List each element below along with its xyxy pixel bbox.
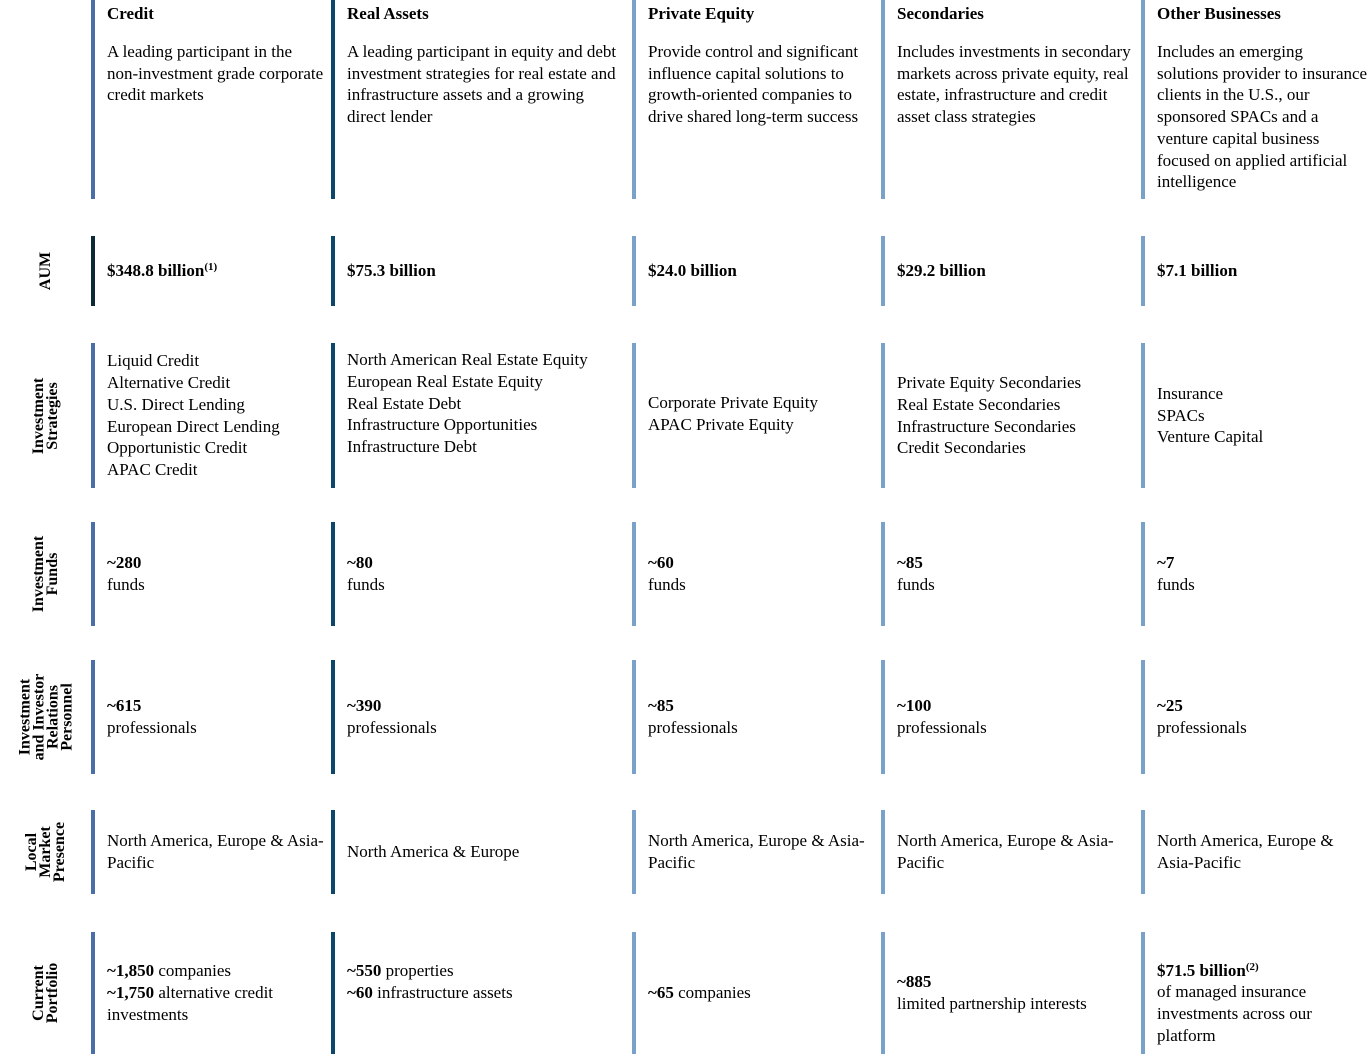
aum-cell-private-equity <box>632 236 872 306</box>
strategy-item: Private Equity Secondaries <box>897 373 1082 393</box>
personnel-cell-real-assets <box>331 660 621 774</box>
presence-cell-other-businesses <box>1141 810 1368 894</box>
aum-value: $24.0 billion <box>648 261 737 281</box>
personnel-count: ~615 <box>107 696 142 716</box>
funds-cell-secondaries <box>881 522 1131 626</box>
strategies-cell-private-equity <box>632 343 872 488</box>
portfolio-line: ~60 infrastructure assets <box>347 983 513 1002</box>
row-label-investment-strategies: Investment Strategies <box>30 377 61 454</box>
strategy-item: Infrastructure Debt <box>347 437 477 457</box>
strategy-item: Corporate Private Equity <box>648 392 818 412</box>
presence-text: North America, Europe & Asia-Pacific <box>648 831 865 872</box>
funds-cell-other-businesses <box>1141 522 1368 626</box>
strategy-item: Liquid Credit <box>107 351 200 371</box>
aum-cell-secondaries <box>881 236 1131 306</box>
strategy-item: Venture Capital <box>1157 427 1264 447</box>
funds-count: ~7 <box>1157 553 1175 573</box>
header-cell-real-assets <box>331 0 621 199</box>
funds-label: funds <box>347 575 385 594</box>
strategies-cell-secondaries <box>881 343 1131 488</box>
strategy-item: Insurance <box>1157 383 1224 403</box>
column-title: Real Assets <box>347 4 429 23</box>
strategy-item: APAC Private Equity <box>648 414 794 434</box>
header-cell-credit <box>91 0 327 199</box>
funds-label: funds <box>107 575 145 594</box>
presence-cell-real-assets <box>331 810 621 894</box>
portfolio-text: limited partnership interests <box>897 994 1087 1013</box>
presence-text: North America & Europe <box>347 842 520 862</box>
column-title: Private Equity <box>648 4 755 23</box>
aum-value: $29.2 billion <box>897 261 986 281</box>
strategy-item: Infrastructure Opportunities <box>347 415 538 435</box>
personnel-count: ~390 <box>347 696 382 716</box>
personnel-count: ~85 <box>648 696 674 716</box>
strategies-cell-other-businesses <box>1141 343 1368 488</box>
strategy-item: Infrastructure Secondaries <box>897 416 1076 436</box>
portfolio-cell-credit <box>91 932 327 1054</box>
strategies-cell-real-assets <box>331 343 621 488</box>
row-label-aum <box>0 236 92 306</box>
personnel-cell-other-businesses <box>1141 660 1368 774</box>
portfolio-cell-secondaries <box>881 932 1131 1054</box>
presence-cell-private-equity <box>632 810 872 894</box>
column-description: Provide control and significant influence capital solutions to growth-oriented companies to drive shared long-term success <box>648 42 859 127</box>
portfolio-text: of managed insurance investments across our platform <box>1157 982 1312 1045</box>
header-cell-secondaries <box>881 0 1131 199</box>
column-description: A leading participant in the non-investment grade corporate credit markets <box>107 42 324 105</box>
funds-cell-credit <box>91 522 327 626</box>
strategy-item: Real Estate Secondaries <box>897 394 1061 414</box>
personnel-label: professionals <box>1157 718 1247 737</box>
strategy-item: Alternative Credit <box>107 373 231 393</box>
personnel-cell-private-equity <box>632 660 872 774</box>
personnel-label: professionals <box>107 718 197 737</box>
personnel-label: professionals <box>648 718 738 737</box>
column-description: A leading participant in equity and debt investment strategies for real estate and infrastructure assets and a growing direct lender <box>347 42 617 127</box>
presence-cell-credit <box>91 810 327 894</box>
funds-label: funds <box>897 575 935 594</box>
row-label-personnel: Investment and Investor Relations Personnel <box>16 673 75 761</box>
aum-cell-real-assets <box>331 236 621 306</box>
funds-label: funds <box>1157 575 1195 594</box>
portfolio-cell-real-assets <box>331 932 621 1054</box>
strategy-item: U.S. Direct Lending <box>107 394 245 414</box>
funds-count: ~60 <box>648 553 674 573</box>
portfolio-cell-private-equity <box>632 932 872 1054</box>
aum-value: $7.1 billion <box>1157 261 1238 281</box>
funds-label: funds <box>648 575 686 594</box>
strategy-item: North American Real Estate Equity <box>347 350 588 370</box>
strategy-item: Real Estate Debt <box>347 393 462 413</box>
strategy-item: APAC Credit <box>107 459 198 479</box>
footnote-marker: (2) <box>1245 960 1259 973</box>
strategy-item: European Real Estate Equity <box>347 371 543 391</box>
personnel-label: professionals <box>347 718 437 737</box>
funds-count: ~280 <box>107 553 142 573</box>
personnel-label: professionals <box>897 718 987 737</box>
funds-count: ~85 <box>897 553 923 573</box>
footnote-marker: (1) <box>204 261 218 274</box>
funds-count: ~80 <box>347 553 373 573</box>
presence-text: North America, Europe & Asia-Pacific <box>897 831 1114 872</box>
column-description: Includes investments in secondary markets across private equity, real estate, infrastructure and credit asset class strategies <box>897 42 1131 127</box>
portfolio-value: $71.5 billion$^{(2)}$ <box>1157 960 1259 980</box>
row-label-aum-text: AUM <box>37 251 54 291</box>
funds-cell-real-assets <box>331 522 621 626</box>
personnel-count: ~100 <box>897 696 932 716</box>
column-title: Other Businesses <box>1157 4 1281 23</box>
column-title: Credit <box>107 4 154 23</box>
presence-cell-secondaries <box>881 810 1131 894</box>
portfolio-line: ~1,850 companies <box>107 961 232 981</box>
strategies-cell-credit <box>91 343 327 488</box>
strategy-item: SPACs <box>1157 405 1205 425</box>
personnel-cell-secondaries <box>881 660 1131 774</box>
strategy-item: Credit Secondaries <box>897 438 1026 458</box>
portfolio-value: ~885 <box>897 972 932 992</box>
header-cell-other-businesses <box>1141 0 1368 199</box>
portfolio-line: ~65 companies <box>648 983 751 1003</box>
row-label-current-portfolio: Current Portfolio <box>29 962 61 1024</box>
aum-value: $348.8 billion <box>107 261 205 281</box>
personnel-count: ~25 <box>1157 696 1183 716</box>
strategy-item: European Direct Lending <box>107 416 280 436</box>
aum-value: $75.3 billion <box>347 261 436 281</box>
header-cell-private-equity <box>632 0 872 199</box>
funds-cell-private-equity <box>632 522 872 626</box>
column-title: Secondaries <box>897 4 984 23</box>
column-description: Includes an emerging solutions provider to insurance clients in the U.S., our sponsored SPACs and a venture capital business focused on applied artificial intelligence <box>1157 42 1368 192</box>
portfolio-line: ~550 properties <box>347 961 454 981</box>
presence-text: North America, Europe & Asia-Pacific <box>1157 831 1334 872</box>
personnel-cell-credit <box>91 660 327 774</box>
presence-text: North America, Europe & Asia-Pacific <box>107 831 324 872</box>
aum-cell-other-businesses <box>1141 236 1368 306</box>
portfolio-cell-other-businesses <box>1141 932 1368 1054</box>
row-label-investment-funds: Investment Funds <box>30 535 61 613</box>
portfolio-line: ~1,750 alternative credit investments <box>107 983 274 1024</box>
row-label-local-market-presence: Local Market Presence <box>23 821 68 883</box>
aum-cell-credit <box>91 236 327 306</box>
strategy-item: Opportunistic Credit <box>107 438 248 458</box>
